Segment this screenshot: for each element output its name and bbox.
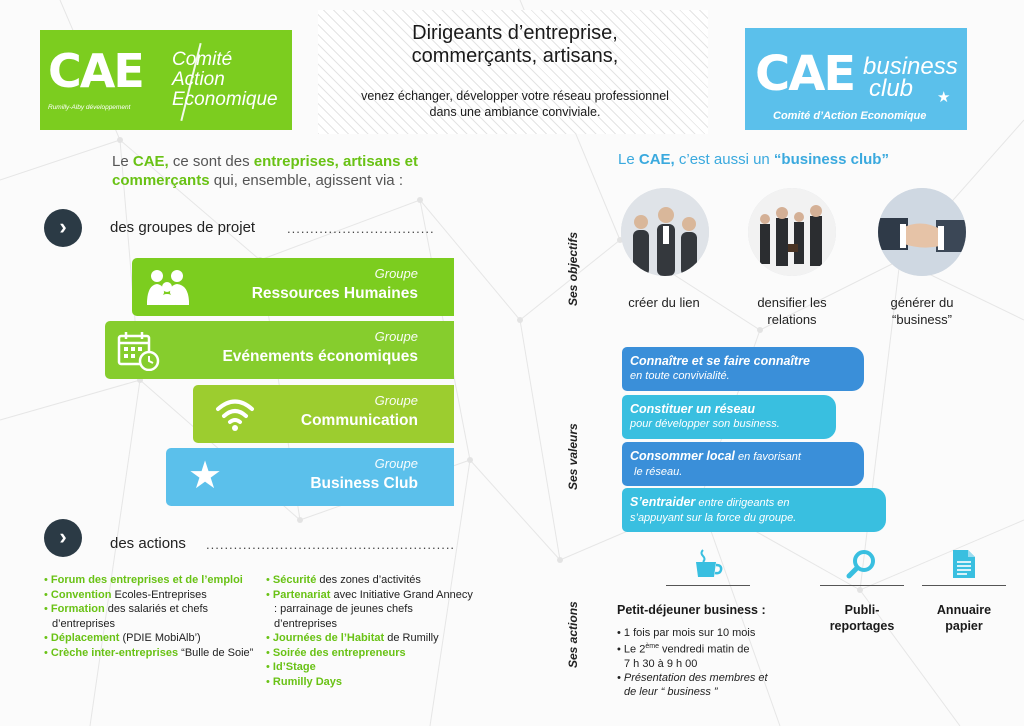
bc-word2: club bbox=[869, 75, 914, 102]
group-bar-business-club bbox=[166, 448, 454, 506]
list-item: • Le 2ème vendredi matin de bbox=[617, 643, 750, 656]
document-icon bbox=[951, 548, 977, 580]
action-highlight: Formation bbox=[50, 603, 105, 615]
business-club-subtitle: Comité d’Action Economique bbox=[773, 110, 927, 122]
intro-text: Le bbox=[112, 153, 133, 170]
header-sub-line1: venez échanger, développer votre réseau professionnel bbox=[361, 89, 669, 103]
action-highlight: Crèche inter-entreprises bbox=[50, 646, 179, 659]
groups-label: des groupes de projet bbox=[110, 219, 256, 236]
wifi-icon bbox=[215, 396, 255, 437]
action-highlight: Forum des entreprises et de l’emploi bbox=[50, 574, 243, 586]
valeur-text: le réseau. bbox=[634, 466, 683, 478]
action-title-line: Annuaire bbox=[936, 603, 992, 617]
valeur-bold: Consommer local bbox=[630, 449, 735, 463]
header-title-line1: Dirigeants d’entreprise, bbox=[412, 22, 618, 44]
detail-sup: ème bbox=[645, 643, 659, 650]
action-highlight: Déplacement bbox=[50, 632, 120, 644]
action-highlight: Soirée des entrepreneurs bbox=[272, 646, 406, 659]
groups-dots: ................................ bbox=[287, 221, 435, 236]
detail-text: Présentation des membres et bbox=[623, 671, 768, 684]
action-highlight: Id’Stage bbox=[272, 661, 316, 673]
left-intro bbox=[112, 152, 472, 190]
photo-handshake bbox=[878, 188, 966, 276]
valeur-3 bbox=[622, 442, 864, 486]
logo-name bbox=[172, 50, 278, 110]
coffee-icon-box bbox=[666, 548, 750, 586]
action-publi-title bbox=[812, 602, 912, 634]
title-text: Le bbox=[618, 151, 639, 168]
arrow-circle-icon: › bbox=[44, 209, 82, 247]
logo-mark: CAE bbox=[755, 46, 855, 102]
action-highlight: Rumilly Days bbox=[272, 675, 343, 688]
list-item: • Rumilly Days bbox=[266, 675, 343, 688]
group-bar-events bbox=[105, 321, 454, 379]
group-prefix: Groupe bbox=[374, 456, 418, 471]
list-item: • Sécurité des zones d’activités bbox=[266, 574, 421, 586]
list-item: • Déplacement (PDIE MobiAlb’) bbox=[44, 632, 201, 644]
detail-text: vendredi matin de bbox=[658, 643, 750, 656]
action-annuaire-title bbox=[914, 602, 1014, 634]
valeurs-label: Ses valeurs bbox=[566, 423, 580, 490]
people-icon bbox=[146, 267, 190, 312]
objectif-label: relations bbox=[767, 312, 817, 327]
photo-people-walking bbox=[748, 188, 836, 276]
logo-name-line1: Comité bbox=[172, 49, 233, 70]
star-icon: ★ bbox=[188, 455, 223, 497]
photo-team bbox=[621, 188, 709, 276]
group-title: Evénements économiques bbox=[222, 348, 418, 365]
action-text: de Rumilly bbox=[384, 632, 439, 644]
actions-section-label: Ses actions bbox=[566, 601, 580, 668]
valeur-text: s’appuyant sur la force du groupe. bbox=[630, 512, 797, 524]
group-prefix: Groupe bbox=[374, 329, 418, 344]
group-prefix: Groupe bbox=[374, 393, 418, 408]
group-title: Communication bbox=[300, 412, 418, 429]
valeur-text: entre dirigeants en bbox=[695, 497, 790, 509]
coffee-cup-icon bbox=[693, 548, 723, 580]
cae-logo bbox=[40, 30, 292, 130]
action-title-line: Publi- bbox=[844, 603, 880, 617]
detail-text: 1 fois par mois sur 10 mois bbox=[623, 627, 756, 639]
objectif-2 bbox=[734, 294, 850, 328]
list-item: • Formation des salariés et chefs d’entreprises bbox=[44, 603, 209, 630]
group-title: Ressources Humaines bbox=[251, 285, 418, 302]
action-text: Ecoles-Entreprises bbox=[111, 588, 207, 601]
objectif-label: créer du lien bbox=[628, 295, 700, 310]
logo-tagline: Rumilly-Alby développement bbox=[48, 104, 131, 111]
action-highlight: Convention bbox=[50, 588, 112, 601]
valeur-text: en toute convivialité. bbox=[630, 370, 730, 382]
title-highlight: “business club” bbox=[773, 151, 889, 168]
valeur-text: en favorisant bbox=[734, 451, 801, 463]
list-item: • Soirée des entrepreneurs bbox=[266, 646, 406, 659]
logo-name-line3: Economique bbox=[172, 89, 278, 110]
valeur-bold: Connaître et se faire connaître bbox=[630, 354, 810, 368]
star-icon: ★ bbox=[937, 89, 951, 106]
magnifier-icon-box bbox=[820, 548, 904, 586]
document-icon-box bbox=[922, 548, 1006, 586]
objectif-3 bbox=[864, 294, 980, 328]
action-title-line: papier bbox=[945, 619, 983, 633]
actions-list-1 bbox=[44, 573, 256, 660]
valeur-4 bbox=[622, 488, 886, 532]
valeur-1 bbox=[622, 347, 864, 391]
logo-name-line2: Action bbox=[172, 69, 225, 90]
title-cae: CAE, bbox=[638, 151, 675, 168]
valeur-text: pour développer son business. bbox=[630, 418, 780, 430]
list-item: • Id’Stage bbox=[266, 661, 316, 673]
list-item: • 1 fois par mois sur 10 mois bbox=[617, 627, 756, 639]
objectifs-label: Ses objectifs bbox=[566, 231, 580, 306]
header-title bbox=[340, 22, 690, 68]
magnifier-icon bbox=[846, 548, 878, 580]
calendar-clock-icon bbox=[117, 331, 161, 376]
header-subtitle bbox=[320, 88, 710, 120]
header-title-line2: commerçants, artisans, bbox=[411, 45, 619, 67]
list-item: • Forum des entreprises et de l’emploi bbox=[44, 574, 243, 586]
objectif-label: densifier les bbox=[757, 295, 827, 310]
group-bar-communication bbox=[193, 385, 454, 443]
valeur-2 bbox=[622, 395, 836, 439]
logo-mark: CAE bbox=[48, 44, 143, 98]
action-title-line: reportages bbox=[829, 619, 895, 633]
list-item: • Journées de l’Habitat de Rumilly bbox=[266, 632, 439, 644]
arrow-circle-icon: › bbox=[44, 519, 82, 557]
detail-text: 7 h 30 à 9 h 00 bbox=[624, 657, 698, 670]
action-text: avec Initiative Grand Annecy : parrainage de jeunes chefs d’entreprises bbox=[274, 588, 473, 630]
header-sub-line2: dans une ambiance conviviale. bbox=[429, 105, 601, 119]
action-breakfast-title: Petit-déjeuner business : bbox=[617, 603, 766, 617]
breakfast-details bbox=[617, 626, 807, 699]
action-highlight: Partenariat bbox=[272, 588, 331, 601]
action-text: (PDIE MobiAlb’) bbox=[119, 632, 201, 644]
group-prefix: Groupe bbox=[374, 266, 418, 281]
bc-word1: business bbox=[863, 53, 958, 80]
intro-highlight: entreprises, artisans et commerçants bbox=[112, 153, 419, 189]
objectif-label: générer du bbox=[890, 295, 954, 310]
intro-text: qui, ensemble, agissent via : bbox=[209, 172, 403, 189]
actions-list-2 bbox=[266, 573, 478, 689]
objectif-label: “business” bbox=[892, 312, 952, 327]
right-title bbox=[618, 151, 889, 168]
actions-label: des actions bbox=[110, 535, 186, 552]
actions-dots: ...................................................... bbox=[206, 537, 456, 552]
valeur-bold: Constituer un réseau bbox=[630, 402, 756, 416]
objectif-1 bbox=[606, 294, 722, 311]
intro-text: ce sont des bbox=[168, 153, 254, 170]
group-bar-rh bbox=[132, 258, 454, 316]
valeur-bold: S’entraider bbox=[630, 495, 696, 509]
group-title: Business Club bbox=[310, 475, 418, 492]
action-text: des salariés et chefs d’entreprises bbox=[52, 603, 209, 630]
list-item: • Crèche inter-entreprises “Bulle de Soie” bbox=[44, 646, 254, 659]
action-text: “Bulle de Soie” bbox=[178, 646, 254, 659]
action-highlight: Journées de l’Habitat bbox=[272, 632, 385, 644]
detail-text: de leur “ business ” bbox=[624, 685, 718, 698]
list-item: • Convention Ecoles-Entreprises bbox=[44, 588, 207, 601]
action-text: des zones d’activités bbox=[316, 574, 421, 586]
list-item: • Partenariat avec Initiative Grand Annecy : parrainage de jeunes chefs d’entreprises bbox=[266, 588, 473, 630]
detail-text: Le 2 bbox=[623, 643, 646, 656]
action-highlight: Sécurité bbox=[272, 574, 317, 586]
title-text: c’est aussi un bbox=[674, 151, 774, 168]
list-item: • Présentation des membres et bbox=[617, 671, 768, 684]
intro-cae: CAE, bbox=[132, 153, 169, 170]
business-club-logo bbox=[745, 28, 967, 130]
